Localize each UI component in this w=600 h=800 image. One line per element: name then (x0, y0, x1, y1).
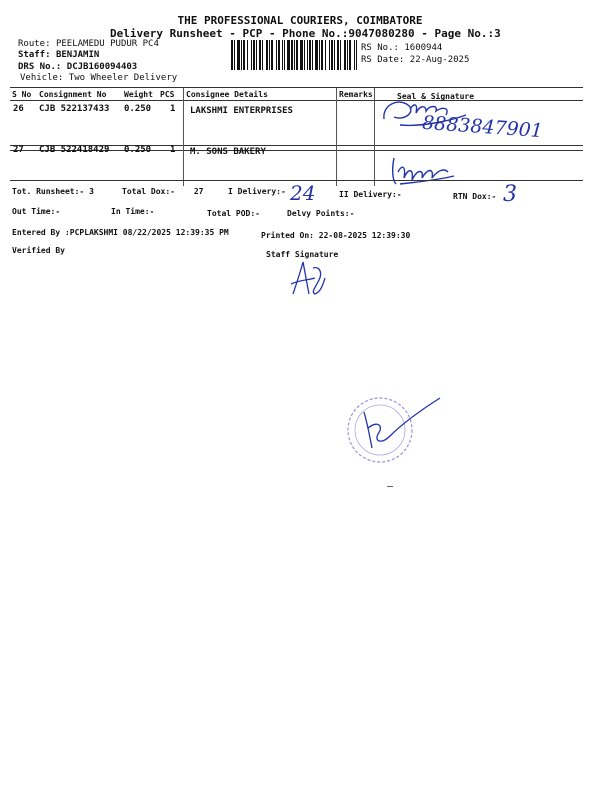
row-sno: 26 (13, 104, 24, 114)
vehicle-line (20, 73, 177, 83)
barcode-bar (329, 40, 330, 70)
verified-by: Verified By (12, 246, 65, 255)
barcode-bar (312, 40, 313, 70)
out-time-label: Out Time:- (12, 207, 61, 216)
route-label: Route: (18, 39, 51, 49)
barcode-bar (266, 40, 268, 70)
row-weight: 0.250 (124, 104, 152, 114)
barcode-bar (237, 40, 240, 70)
barcode-bar (296, 40, 298, 70)
rs-no-label: RS No.: (361, 43, 399, 53)
ii-delivery-label: II Delivery:- (339, 190, 402, 199)
col-header-consignee: Consignee Details (186, 90, 268, 99)
barcode-bar (282, 40, 283, 70)
total-dox-value: 27 (193, 187, 204, 196)
col-header-remarks: Remarks (339, 90, 373, 99)
barcode-bar (234, 40, 235, 70)
route-value: PEELAMEDU PUDUR PC4 (55, 39, 159, 49)
barcode-bar (259, 40, 261, 70)
staff-signature-mark (285, 258, 330, 298)
barcode-bar (300, 40, 303, 70)
barcode-bar (315, 40, 318, 70)
barcode-bar (276, 40, 277, 70)
rs-date-label: RS Date: (361, 55, 405, 65)
barcode-bar (354, 40, 355, 70)
barcode-bar (269, 40, 270, 70)
barcode-bar (291, 40, 293, 70)
round-stamp-mark (338, 392, 448, 472)
rtn-dox-value: 3 (503, 182, 517, 207)
rs-no-line (361, 43, 442, 53)
barcode-bar (256, 40, 257, 70)
in-time-label: In Time:- (111, 207, 155, 216)
printed-on: Printed On: 22-08-2025 12:39:30 (261, 231, 411, 240)
barcode-bar (325, 40, 326, 70)
barcode-bar (253, 40, 255, 70)
staff-signature-label: Staff Signature (266, 250, 339, 259)
barcode-bar (334, 40, 335, 70)
runsheet-subtitle: Delivery Runsheet - PCP - Phone No.:9047080280 - Page No.:3 (110, 27, 501, 40)
rs-date-line (361, 55, 469, 65)
barcode-bar (247, 40, 248, 70)
row-consignment: CJB 522137433 (39, 104, 110, 114)
barcode-bar (278, 40, 280, 70)
drs-barcode (231, 40, 357, 70)
col-header-consignment: Consignment No (39, 90, 107, 99)
barcode-bar (307, 40, 308, 70)
barcode-bar (294, 40, 295, 70)
barcode-bar (349, 40, 351, 70)
barcode-bar (331, 40, 333, 70)
i-delivery-label: I Delivery:- (228, 187, 286, 196)
staff-label: Staff: (18, 50, 51, 60)
row-weight: 0.250 (124, 145, 152, 155)
row-consignee: LAKSHMI ENTERPRISES (190, 106, 293, 116)
company-title: THE PROFESSIONAL COURIERS, COIMBATORE (177, 14, 423, 27)
barcode-bar (304, 40, 305, 70)
col-divider (183, 88, 184, 186)
row-consignee: M. SONS BAKERY (190, 147, 266, 157)
barcode-bar (321, 40, 323, 70)
stray-mark (387, 486, 393, 487)
row-handwritten-phone: 8883847901 (421, 111, 544, 143)
rs-date-value: 22-Aug-2025 (409, 55, 470, 65)
delvy-points-label: Delvy Points:- (287, 209, 355, 218)
route-line (18, 39, 159, 49)
entered-by: Entered By :PCPLAKSHMI 08/22/2025 12:39:35 PM (12, 228, 229, 237)
col-header-sno: S No (12, 90, 32, 99)
col-header-pcs: PCS (160, 90, 175, 99)
rs-no-value: 1600944 (404, 43, 443, 53)
table-top-rule (10, 87, 583, 88)
row-consignment: CJB 522418429 (39, 145, 110, 155)
total-dox (122, 187, 203, 196)
barcode-bar (231, 40, 233, 70)
col-header-seal-signature: Seal & Signature (397, 92, 475, 101)
drs-value: DCJB160094403 (66, 62, 138, 72)
col-header-weight: Weight (124, 90, 153, 99)
row-signature-mark (388, 154, 458, 190)
total-dox-label: Total Dox:- (122, 187, 175, 196)
barcode-bar (284, 40, 285, 70)
barcode-bar (356, 40, 357, 70)
rtn-dox-label: RTN Dox:- (453, 192, 497, 201)
col-divider (336, 88, 337, 186)
vehicle-value: Two Wheeler Delivery (68, 73, 178, 83)
barcode-bar (241, 40, 242, 70)
barcode-bar (271, 40, 273, 70)
row-pcs: 1 (170, 104, 176, 114)
barcode-bar (319, 40, 320, 70)
staff-value: BENJAMIN (55, 50, 100, 60)
barcode-bar (262, 40, 263, 70)
tot-runsheet: Tot. Runsheet:- 3 (12, 187, 94, 196)
drs-label: DRS No.: (18, 62, 62, 72)
drs-line (18, 62, 137, 72)
col-divider (374, 88, 375, 186)
barcode-bar (251, 40, 252, 70)
vehicle-label: Vehicle: (20, 73, 64, 83)
i-delivery-value: 24 (290, 181, 316, 205)
staff-line (18, 50, 99, 60)
barcode-bar (309, 40, 311, 70)
barcode-bar (340, 40, 341, 70)
barcode-bar (243, 40, 245, 70)
total-pod-label: Total POD:- (207, 209, 260, 218)
row-pcs: 1 (170, 145, 176, 155)
barcode-bar (337, 40, 339, 70)
barcode-bar (347, 40, 348, 70)
barcode-bar (344, 40, 346, 70)
barcode-bar (287, 40, 290, 70)
table-header-rule (10, 100, 583, 101)
row-sno: 27 (13, 145, 24, 155)
